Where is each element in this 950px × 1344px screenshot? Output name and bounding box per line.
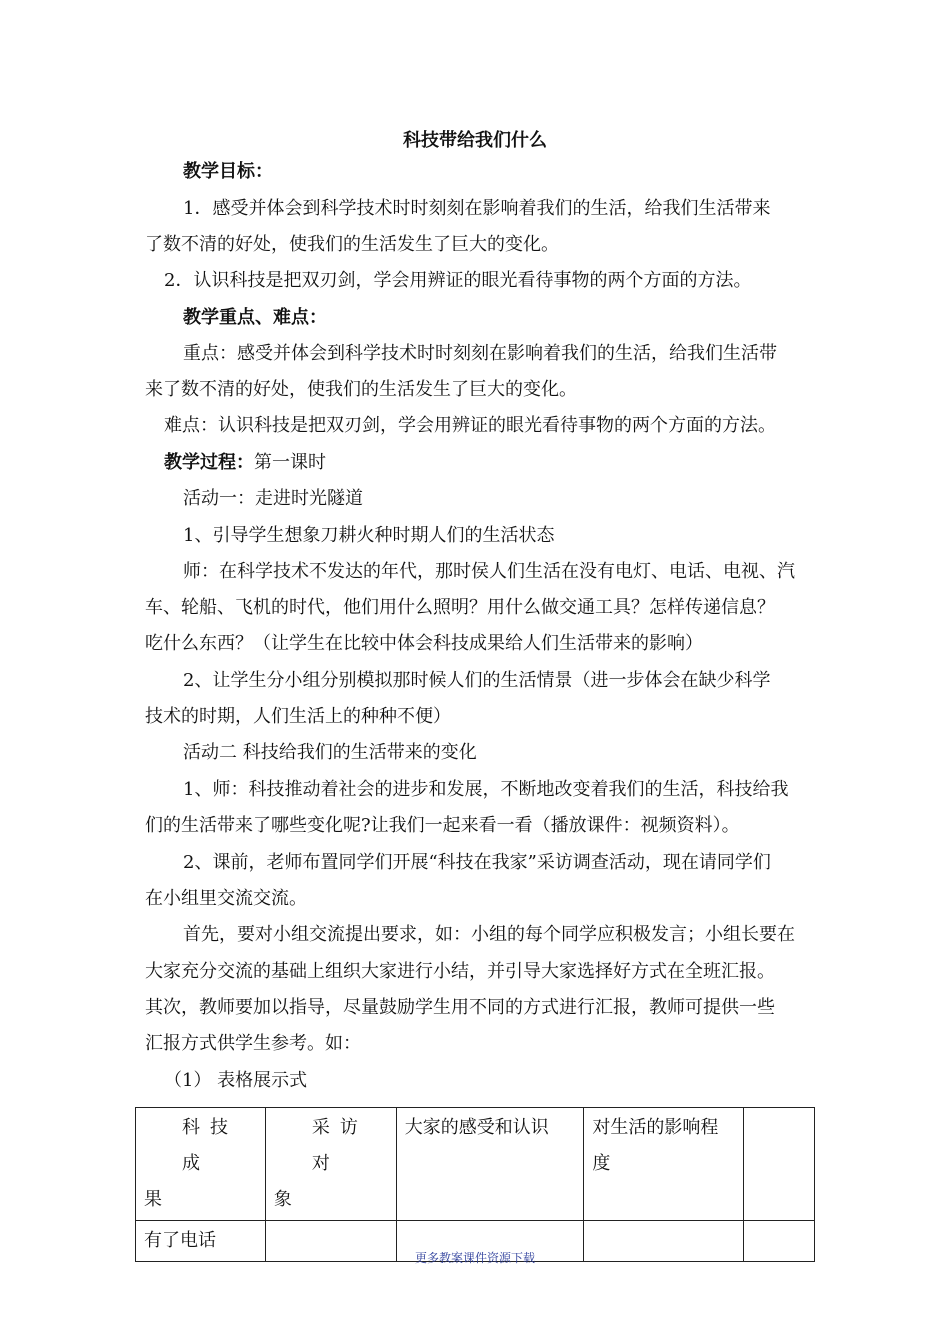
process-heading: 教学过程：第一课时 <box>164 452 326 473</box>
table-header-row <box>136 1108 815 1221</box>
teacher1-line2: 车、轮船、飞机的时代，他们用什么照明？用什么做交通工具？怎样传递信息？ <box>145 597 775 618</box>
header-cell-empty <box>744 1108 815 1221</box>
key-heading: 教学重点、难点： <box>183 307 327 328</box>
teacher1-line1: 师：在科学技术不发达的年代，那时侯人们生活在没有电灯、电话、电视、汽 <box>183 561 795 582</box>
goals-heading: 教学目标： <box>183 161 273 182</box>
header-cell-interviewee: 采访对 象 <box>265 1108 396 1221</box>
report-table <box>135 1107 815 1262</box>
paragraph-line1: 首先，要对小组交流提出要求，如：小组的每个同学应积极发言；小组长要在 <box>183 924 795 945</box>
step1: 1、引导学生想象刀耕火种时期人们的生活状态 <box>183 525 555 546</box>
footer-link[interactable]: 更多教案课件资源下载 <box>414 1251 535 1265</box>
header-cell-achievement: 科技成 果 <box>136 1108 266 1221</box>
paragraph-line3: 其次，教师要加以指导，尽量鼓励学生用不同的方式进行汇报，教师可提供一些 <box>145 997 775 1018</box>
goal1-line1: 1．感受并体会到科学技术时时刻刻在影响着我们的生活，给我们生活带来 <box>183 198 771 219</box>
goal2: 2．认识科技是把双刃剑，学会用辨证的眼光看待事物的两个方面的方法。 <box>164 270 752 291</box>
key-line2: 来了数不清的好处，使我们的生活发生了巨大的变化。 <box>145 379 577 400</box>
activity2: 活动二 科技给我们的生活带来的变化 <box>183 742 477 763</box>
a2-step2-line1: 2、课前，老师布置同学们开展“科技在我家”采访调查活动，现在请同学们 <box>183 852 771 873</box>
difficulty: 难点：认识科技是把双刃剑，学会用辨证的眼光看待事物的两个方面的方法。 <box>164 415 776 436</box>
paragraph-line4: 汇报方式供学生参考。如： <box>145 1033 361 1054</box>
header-cell-impact: 对生活的影响程 度 <box>584 1108 744 1221</box>
teacher1-line3: 吃什么东西？（让学生在比较中体会科技成果给人们生活带来的影响） <box>145 633 703 654</box>
step2-line2: 技术的时期，人们生活上的种种不便） <box>145 706 451 727</box>
step2-line1: 2、让学生分小组分别模拟那时候人们的生活情景（进一步体会在缺少科学 <box>183 670 771 691</box>
key-line1: 重点：感受并体会到科学技术时时刻刻在影响着我们的生活，给我们生活带 <box>183 343 777 364</box>
header-cell-feelings: 大家的感受和认识 <box>396 1108 584 1221</box>
activity1: 活动一：走进时光隧道 <box>183 488 363 509</box>
goal1-line2: 了数不清的好处，使我们的生活发生了巨大的变化。 <box>145 234 559 255</box>
a2-step2-line2: 在小组里交流交流。 <box>145 888 307 909</box>
table-cell: 有了电话 <box>136 1221 266 1262</box>
table-label: （1） 表格展示式 <box>164 1070 308 1091</box>
paragraph-line2: 大家充分交流的基础上组织大家进行小结，并引导大家选择好方式在全班汇报。 <box>145 961 775 982</box>
page-title: 科技带给我们什么 <box>403 130 547 151</box>
a2-step1-line2: 们的生活带来了哪些变化呢?让我们一起来看一看（播放课件：视频资料）。 <box>145 815 740 836</box>
a2-step1-line1: 1、师：科技推动着社会的进步和发展，不断地改变着我们的生活，科技给我 <box>183 779 789 800</box>
